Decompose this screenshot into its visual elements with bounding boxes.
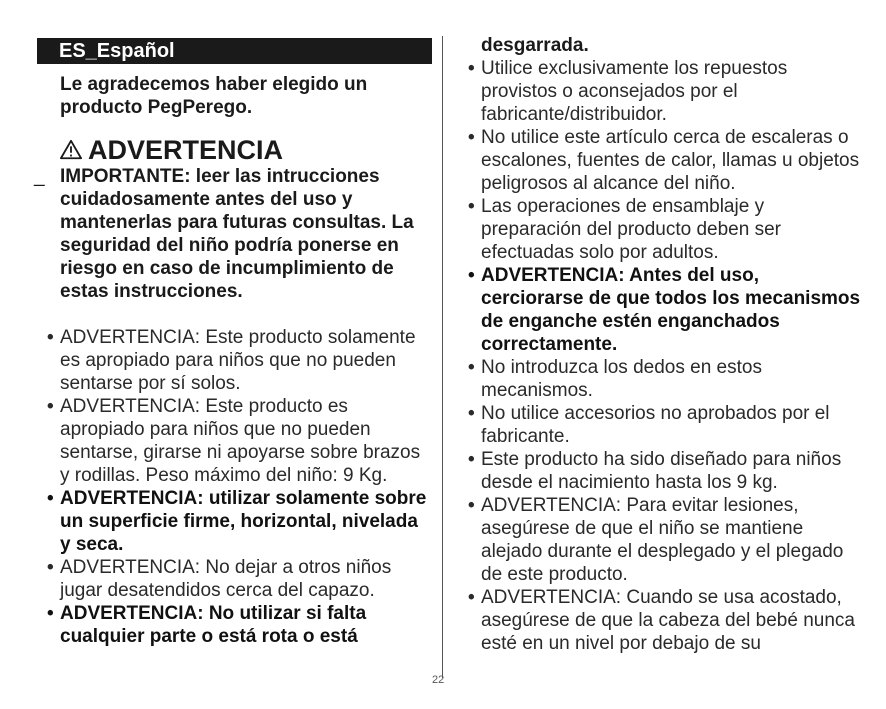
list-item — [42, 326, 427, 395]
list-item-text: ADVERTENCIA: Este producto es apropiado para niños que no pueden sentarse, girarse ni apoyarse sobre brazos y rodillas. Peso máximo del niño: 9 Kg. — [60, 396, 421, 486]
dash-marker: _ — [34, 166, 45, 187]
section-header-bar — [37, 38, 432, 64]
page-number: 22 — [432, 674, 445, 686]
continued-text: desgarrada. — [481, 35, 589, 56]
list-item-text: ADVERTENCIA: utilizar solamente sobre un superficie firme, horizontal, nivelada y seca. — [60, 488, 427, 555]
bullet-marker: • — [47, 488, 54, 509]
intro-text: Le agradecemos haber elegido un producto PegPerego. — [60, 74, 368, 118]
bullet-marker: • — [468, 265, 475, 286]
list-item-text: ADVERTENCIA: Para evitar lesiones, asegúrese de que el niño se mantiene alejado durante el desplegado y el plegado de este producto. — [481, 495, 844, 585]
bullet-marker: • — [468, 58, 475, 79]
list-item-text: No utilice accesorios no aprobados por el fabricante. — [481, 403, 830, 447]
bullet-marker: • — [47, 327, 54, 348]
list-item-text: ADVERTENCIA: Antes del uso, cerciorarse de que todos los mecanismos de enganche estén enganchados correctamente. — [481, 265, 861, 355]
bullet-marker: • — [468, 403, 475, 424]
right-warning-list — [463, 57, 863, 655]
list-item-text: Utilice exclusivamente los repuestos provistos o aconsejados por el fabricante/distribuidor. — [481, 58, 788, 125]
bullet-marker: • — [468, 587, 475, 608]
list-item — [463, 356, 863, 402]
list-item — [463, 264, 863, 356]
list-item — [463, 448, 863, 494]
list-item-text: ADVERTENCIA: Este producto solamente es apropiado para niños que no pueden sentarse por sí solos. — [60, 327, 416, 394]
section-title: ES_Español — [59, 40, 175, 62]
column-divider — [442, 36, 443, 678]
bullet-marker: • — [47, 603, 54, 624]
bullet-marker: • — [47, 396, 54, 417]
list-item — [42, 487, 427, 556]
warning-triangle-icon — [60, 139, 82, 161]
important-notice-text: IMPORTANTE: leer las intrucciones cuidadosamente antes del uso y mantenerlas para futuras consultas. La seguridad del niño podría ponerse en riesgo en caso de incumplimiento de estas instrucciones. — [60, 166, 414, 302]
list-item — [42, 556, 427, 602]
list-item — [463, 402, 863, 448]
list-item — [463, 57, 863, 126]
bullet-marker: • — [47, 557, 54, 578]
list-item-text: ADVERTENCIA: No utilizar si falta cualquier parte o está rota o está — [60, 603, 367, 647]
list-item-text: ADVERTENCIA: No dejar a otros niños jugar desatendidos cerca del capazo. — [60, 557, 392, 601]
list-item-text: No introduzca los dedos en estos mecanismos. — [481, 357, 762, 401]
list-item — [463, 126, 863, 195]
warning-heading — [60, 133, 283, 167]
list-item — [42, 395, 427, 487]
list-item-text: Las operaciones de ensamblaje y preparación del producto deben ser efectuadas solo por adultos. — [481, 196, 781, 263]
warning-title: ADVERTENCIA — [88, 135, 284, 165]
left-warning-list — [42, 326, 427, 648]
bullet-marker: • — [468, 196, 475, 217]
bullet-marker: • — [468, 449, 475, 470]
bullet-marker: • — [468, 495, 475, 516]
list-item — [42, 602, 427, 648]
list-item-text: Este producto ha sido diseñado para niños desde el nacimiento hasta los 9 kg. — [481, 449, 842, 493]
list-item-text: ADVERTENCIA: Cuando se usa acostado, asegúrese de que la cabeza del bebé nunca esté en un nivel por debajo de su — [481, 587, 855, 654]
list-item — [463, 195, 863, 264]
bullet-marker: • — [468, 127, 475, 148]
list-item — [463, 494, 863, 586]
bullet-marker: • — [468, 357, 475, 378]
list-item-text: No utilice este artículo cerca de escaleras o escalones, fuentes de calor, llamas u objetos peligrosos al alcance del niño. — [481, 127, 860, 194]
list-item — [463, 586, 863, 655]
